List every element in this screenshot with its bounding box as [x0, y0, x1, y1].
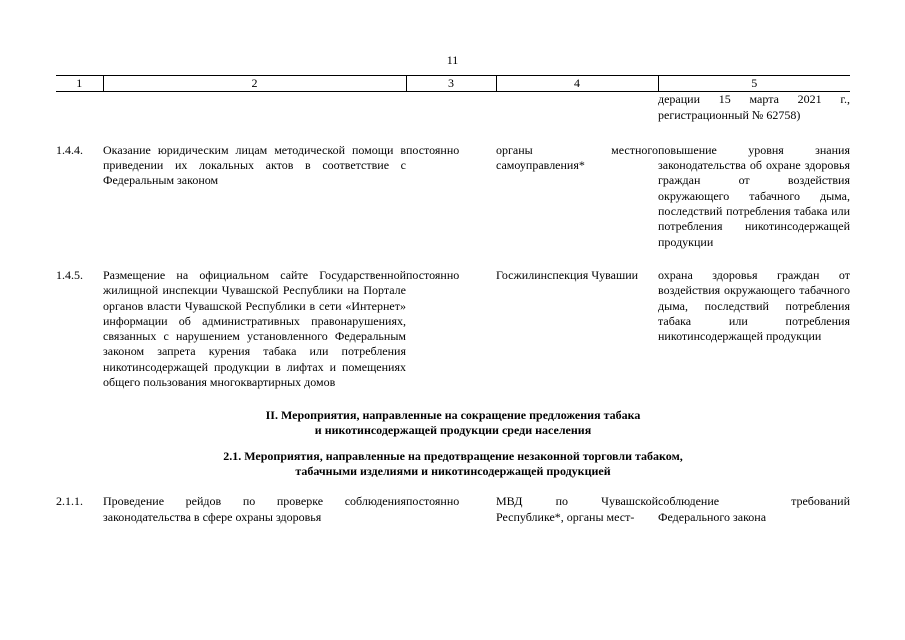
subsection-heading-line-2: табачными изделиями и никотинсодержащей продукцией — [295, 464, 611, 479]
table-row — [56, 268, 850, 390]
table-row — [56, 494, 850, 525]
section-heading — [56, 408, 850, 438]
row-result: соблюдение требований Федерального закона — [658, 494, 850, 524]
column-number-row — [56, 76, 850, 92]
table-row — [56, 143, 850, 250]
row-executor: Госжилинспекция Чувашии — [496, 267, 639, 282]
row-number: 1.4.5. — [56, 267, 83, 282]
column-header-2: 2 — [103, 76, 406, 92]
section-heading-line-1: II. Мероприятия, направленные на сокращение предложения табака — [265, 408, 641, 423]
measures-table — [56, 75, 850, 525]
row-term: постоянно — [406, 494, 460, 509]
carryover-row — [56, 92, 850, 123]
row-executor: МВД по Чувашской Республике*, органы мест- — [496, 494, 658, 524]
carryover-text: дерации 15 марта 2021 г., регистрационный № 62758) — [658, 92, 850, 122]
row-number: 2.1.1. — [56, 494, 83, 509]
row-term: постоянно — [406, 267, 460, 282]
row-term: постоянно — [406, 142, 460, 157]
column-header-1: 1 — [56, 76, 103, 92]
column-header-3: 3 — [406, 76, 496, 92]
row-action: Размещение на официальном сайте Государственной жилищной инспекции Чувашской Республики на Портале органов власти Чувашской Республики в сети «Интернет» информации об административных правонарушениях, связанных с нарушением установленного Федеральным законом запрета курения табака или потребления никотинсодержащей продукции в лифтах и помещениях общего пользования многоквартирных домов — [103, 267, 406, 390]
column-header-4: 4 — [496, 76, 658, 92]
column-header-5: 5 — [658, 76, 850, 92]
section-heading-line-2: и никотинсодержащей продукции среди населения — [314, 423, 592, 438]
row-number: 1.4.4. — [56, 142, 83, 157]
row-result: охрана здоровья граждан от воздействия окружающего табачного дыма, последствий потребления табака или потребления никотинсодержащей продукции — [658, 267, 850, 344]
subsection-heading-line-1: 2.1. Мероприятия, направленные на предотвращение незаконной торговли табаком, — [223, 449, 683, 464]
row-executor: органы местного самоуправления* — [496, 142, 658, 173]
row-action: Проведение рейдов по проверке соблюдения законодательства в сфере охраны здоровья — [103, 494, 406, 524]
row-result: повышение уровня знания законодательства об охране здоровья граждан от воздействия окружающего табачного дыма, последствий потребления табака или потребления никотинсодержащей продукции — [658, 142, 850, 249]
page-number: 11 — [446, 53, 459, 67]
subsection-heading — [56, 449, 850, 479]
row-action: Оказание юридическим лицам методической помощи в приведении их локальных актов в соответствие с Федеральным законом — [103, 142, 406, 188]
